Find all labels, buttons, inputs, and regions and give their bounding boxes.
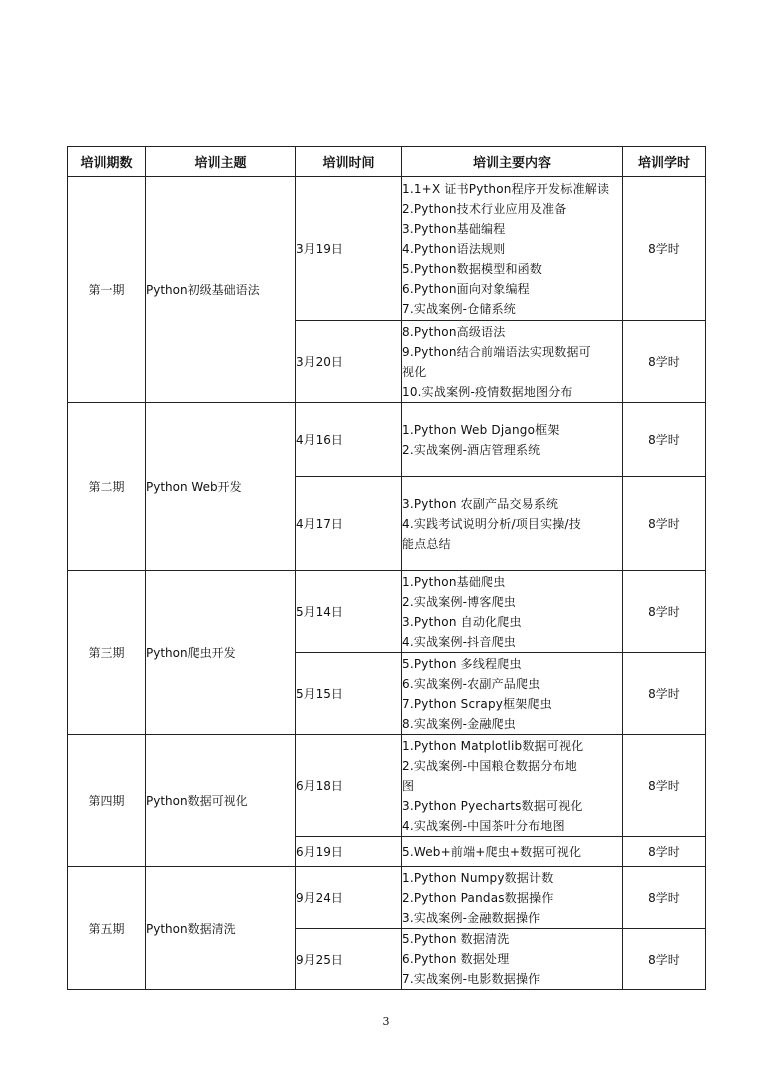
content-line: 3.Python Pyecharts数据可视化 bbox=[402, 798, 583, 813]
content-line: 2.实战案例-中国粮仓数据分布地 bbox=[402, 758, 577, 773]
content-line: 5.Web+前端+爬虫+数据可视化 bbox=[402, 844, 582, 859]
content-line: 3.Python 自动化爬虫 bbox=[402, 614, 522, 629]
date-cell: 5月14日 bbox=[296, 571, 402, 653]
content-line: 2.Python Pandas数据操作 bbox=[402, 890, 554, 905]
content-line: 3.实战案例-金融数据操作 bbox=[402, 910, 541, 925]
content-line: 视化 bbox=[402, 364, 427, 379]
content-line: 1.Python Numpy数据计数 bbox=[402, 870, 554, 885]
content-line: 8.Python高级语法 bbox=[402, 324, 506, 339]
hours-cell: 8学时 bbox=[623, 929, 706, 990]
date-cell: 3月20日 bbox=[296, 321, 402, 403]
content-line: 4.实践考试说明分析/项目实操/技 bbox=[402, 516, 581, 531]
content-line: 7.实战案例-电影数据操作 bbox=[402, 972, 541, 986]
header-date: 培训时间 bbox=[296, 147, 402, 177]
period-cell: 第二期 bbox=[68, 403, 146, 571]
content-line: 2.实战案例-酒店管理系统 bbox=[402, 442, 541, 457]
header-period: 培训期数 bbox=[68, 147, 146, 177]
content-line: 1.1+X 证书Python程序开发标准解读 bbox=[402, 181, 610, 196]
table-row bbox=[68, 403, 706, 477]
hours-cell: 8学时 bbox=[623, 653, 706, 735]
period-cell: 第三期 bbox=[68, 571, 146, 735]
hours-cell: 8学时 bbox=[623, 837, 706, 867]
topic-cell: Python Web开发 bbox=[146, 403, 296, 571]
content-line: 图 bbox=[402, 778, 415, 793]
content-cell bbox=[402, 477, 623, 571]
content-line: 10.实战案例-疫情数据地图分布 bbox=[402, 384, 573, 399]
content-line: 6.Python 数据处理 bbox=[402, 952, 510, 966]
hours-cell: 8学时 bbox=[623, 867, 706, 929]
table-row bbox=[68, 571, 706, 653]
hours-cell: 8学时 bbox=[623, 403, 706, 477]
topic-cell: Python数据可视化 bbox=[146, 735, 296, 867]
content-line: 1.Python Web Django框架 bbox=[402, 422, 560, 437]
period-cell: 第五期 bbox=[68, 867, 146, 990]
content-line: 6.实战案例-农副产品爬虫 bbox=[402, 676, 541, 691]
content-line: 1.Python Matplotlib数据可视化 bbox=[402, 738, 584, 753]
content-cell bbox=[402, 867, 623, 929]
page-number: 3 bbox=[382, 1015, 390, 1028]
content-cell bbox=[402, 177, 623, 321]
date-cell: 9月25日 bbox=[296, 929, 402, 990]
hours-cell: 8学时 bbox=[623, 735, 706, 837]
content-cell bbox=[402, 403, 623, 477]
content-line: 9.Python结合前端语法实现数据可 bbox=[402, 344, 591, 359]
content-line: 4.实战案例-抖音爬虫 bbox=[402, 634, 516, 649]
date-cell: 5月15日 bbox=[296, 653, 402, 735]
hours-cell: 8学时 bbox=[623, 477, 706, 571]
table-row bbox=[68, 735, 706, 837]
content-line: 7.实战案例-仓储系统 bbox=[402, 301, 516, 316]
content-line: 4.Python语法规则 bbox=[402, 241, 506, 256]
content-line: 2.实战案例-博客爬虫 bbox=[402, 594, 516, 609]
content-line: 6.Python面向对象编程 bbox=[402, 281, 530, 296]
content-line: 3.Python 农副产品交易系统 bbox=[402, 496, 559, 511]
date-cell: 4月17日 bbox=[296, 477, 402, 571]
content-line: 5.Python 多线程爬虫 bbox=[402, 656, 522, 671]
date-cell: 3月19日 bbox=[296, 177, 402, 321]
table-row bbox=[68, 867, 706, 929]
content-line: 能点总结 bbox=[402, 536, 451, 551]
period-cell: 第一期 bbox=[68, 177, 146, 403]
hours-cell: 8学时 bbox=[623, 571, 706, 653]
training-schedule-table bbox=[67, 146, 706, 990]
content-line: 5.Python数据模型和函数 bbox=[402, 261, 543, 276]
topic-cell: Python数据清洗 bbox=[146, 867, 296, 990]
content-cell bbox=[402, 837, 623, 867]
table-body bbox=[68, 177, 706, 990]
content-line: 4.实战案例-中国茶叶分布地图 bbox=[402, 818, 565, 833]
table-header-row bbox=[68, 147, 706, 177]
hours-cell: 8学时 bbox=[623, 321, 706, 403]
content-line: 8.实战案例-金融爬虫 bbox=[402, 716, 516, 731]
content-cell bbox=[402, 929, 623, 990]
date-cell: 9月24日 bbox=[296, 867, 402, 929]
content-line: 3.Python基础编程 bbox=[402, 221, 506, 236]
content-cell bbox=[402, 571, 623, 653]
period-cell: 第四期 bbox=[68, 735, 146, 867]
topic-cell: Python爬虫开发 bbox=[146, 571, 296, 735]
hours-cell: 8学时 bbox=[623, 177, 706, 321]
content-cell bbox=[402, 735, 623, 837]
content-cell bbox=[402, 321, 623, 403]
topic-cell: Python初级基础语法 bbox=[146, 177, 296, 403]
content-cell bbox=[402, 653, 623, 735]
header-content: 培训主要内容 bbox=[402, 147, 623, 177]
content-line: 2.Python技术行业应用及准备 bbox=[402, 201, 567, 216]
content-line: 1.Python基础爬虫 bbox=[402, 574, 506, 589]
content-line: 7.Python Scrapy框架爬虫 bbox=[402, 696, 552, 711]
table-row bbox=[68, 177, 706, 321]
content-line: 5.Python 数据清洗 bbox=[402, 932, 510, 946]
header-topic: 培训主题 bbox=[146, 147, 296, 177]
header-hours: 培训学时 bbox=[623, 147, 706, 177]
date-cell: 6月18日 bbox=[296, 735, 402, 837]
date-cell: 6月19日 bbox=[296, 837, 402, 867]
date-cell: 4月16日 bbox=[296, 403, 402, 477]
